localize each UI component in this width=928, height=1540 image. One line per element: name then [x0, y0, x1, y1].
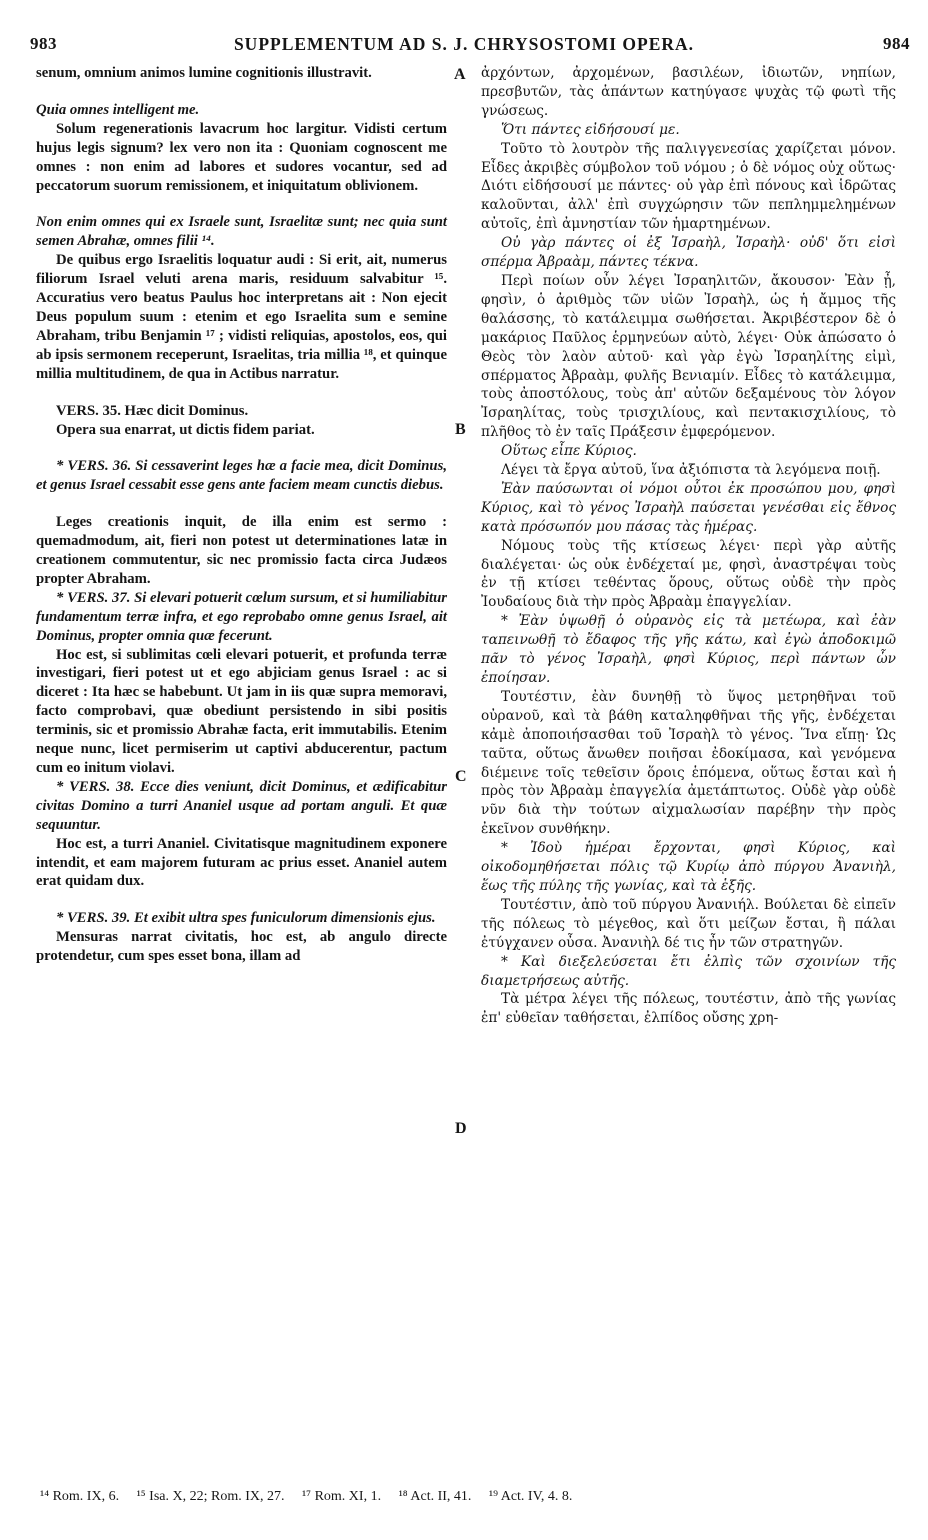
latin-paragraph: senum, omnium animos lumine cognitionis illustravit. [36, 65, 372, 81]
greek-column [481, 64, 896, 1028]
latin-paragraph: Opera sua enarrat, ut dictis fidem pariat. [56, 421, 315, 438]
greek-paragraph: Τουτέστιν, ἀπὸ τοῦ πύργου Ἀνανιήλ. Βούλεται δὲ εἰπεῖν τῆς πόλεως τὸ μέγεθος, καὶ ὅτι μείζων ἔσται, ἢ πάλαι ἐτύγχανεν οὖσα. Ἀνανιὴλ δέ τις ἦν τῶν στρατηγῶν. [481, 896, 896, 951]
greek-verse-lemma: * Ἐὰν ὑψωθῇ ὁ οὐρανὸς εἰς τὰ μετέωρα, καὶ ἐὰν ταπεινωθῇ τὸ ἔδαφος τῆς γῆς κάτω, καὶ ἐγὼ ἀποδοκιμῶ πᾶν τὸ γένος Ἰσραὴλ, φησὶ Κύριος, περὶ πάντων ὧν ἐποίησαν. [481, 613, 896, 686]
footnote: ¹⁷ Rom. XI, 1. [301, 1489, 382, 1504]
greek-paragraph: Τὰ μέτρα λέγει τῆς πόλεως, τουτέστιν, ἀπὸ τῆς γωνίας ἐπ' εὐθεῖαν ταθήσεται, ἐλπίδος οὔσης χρη- [481, 991, 896, 1027]
latin-verse-lemma: * VERS. 38. Ecce dies veniunt, dicit Dominus, et ædificabitur civitas Domino a turri Ananiel usque ad portam anguli. Et quæ sequuntur. [36, 778, 447, 833]
footnote: ¹⁴ Rom. IX, 6. [40, 1489, 120, 1504]
page-number-right: 984 [883, 34, 910, 53]
greek-paragraph: Λέγει τὰ ἔργα αὐτοῦ, ἵνα ἀξιόπιστα τὰ λεγόμενα ποιῇ. [501, 462, 881, 479]
greek-paragraph: Τουτέστιν, ἐὰν δυνηθῇ τὸ ὕψος μετρηθῆναι τοῦ οὐρανοῦ, καὶ τὰ βάθη καταληφθῆναι τῆς γῆς, ἐνδέχεται κἀμὲ ἀποποιήσασθαι τοῦ Ἰσραὴλ τὸ γένος. Ἵνα εἴπῃ· Ὡς ταῦτα, οὕτως ἄνωθεν ποιῆσαι ἐδοκίμασα, καὶ γενόμενα διέμεινε τοῖς τεθεῖσιν ὅροις ἑπόμενα, οὕτως ἔσται καὶ ἡ πρὸς τὸν Ἀβραὰμ ἐπαγγελία ἀμετάπτωτος. Οὐδὲ γὰρ οὐδὲ νῦν διὰ τὴν τούτων αἰχμαλωσίαν παρέβην τὴν πρὸς ἐκεῖνον συνθήκην. [481, 688, 896, 838]
greek-verse-lemma: Οὐ γὰρ πάντες οἱ ἐξ Ἰσραὴλ, Ἰσραὴλ· οὐδ' ὅτι εἰσὶ σπέρμα Ἀβραὰμ, πάντες τέκνα. [481, 235, 896, 271]
latin-paragraph: Leges creationis inquit, de illa enim est sermo : quemadmodum, ait, fieri non potest ut determinationes latæ in creationem commutentur, sic nec promissio facta circa Judæos propter Abraham. [36, 514, 447, 587]
latin-paragraph: Mensuras narrat civitatis, hoc est, ab angulo directe protendetur, cum spes esset bona, illam ad [36, 929, 447, 965]
running-title: SUPPLEMENTUM AD S. J. CHRYSOSTOMI OPERA. [233, 34, 695, 54]
latin-verse-lemma: Quia omnes intelligent me. [36, 101, 200, 118]
latin-verse-lemma: * VERS. 39. Et exibit ultra spes funiculorum dimensionis ejus. [56, 910, 436, 927]
greek-paragraph: Νόμους τοὺς τῆς κτίσεως λέγει· περὶ γὰρ αὐτῆς διαλέγεται· ὡς οὐκ ἐνδέχεταί με, φησὶ, ἀναστρέψαι τοὺς ἐν τῇ κτίσει τεθέντας ὅρους, οὕτως οὐδὲ τὴν πρὸς Ἰουδαίους διὰ τὴν πρὸς Ἀβραὰμ ἐπαγγελίαν. [481, 537, 896, 611]
greek-verse-lemma: Ἐὰν παύσωνται οἱ νόμοι οὗτοι ἐκ προσώπου μου, φησὶ Κύριος, καὶ τὸ γένος Ἰσραὴλ παύσεται γενέσθαι εἰς ἔθνος κατὰ πρόσωπόν μου πάσας τὰς ἡμέρας. [481, 480, 896, 535]
margin-marker-a: A [454, 66, 466, 83]
latin-paragraph: De quibus ergo Israelitis loquatur audi : Si erit, ait, numerus filiorum Israel veluti arena maris, residuum salvabitur ¹⁵. Accuratius vero beatus Paulus hoc interpretans ait : Non ejecit Deus populum suum : etenim et ego Israelita sum e semine Abraham, tribu Benjamin ¹⁷ ; vidisti reliquias, apostolos, eos, qui ab ipsis sermonem receperunt, Israelitas, tria millia ¹⁸, et quinque millia multitudinem, de qua in Actibus narratur. [36, 252, 447, 382]
greek-paragraph: Τοῦτο τὸ λουτρὸν τῆς παλιγγενεσίας χαρίζεται μόνον. Εἶδες ἀκριβὲς σύμβολον τοῦ νόμου ; ὁ δὲ νόμος οὐχ οὕτως· Διότι εἰδήσουσί με πάντες· οὐ γὰρ ἐπὶ πόνους καὶ ἱδρῶτας καλοῦνται, ἀλλ' ἐπὶ συγχώρησιν τῶν πεπλημμελημένων αὐτοῖς, ἐπὶ ἀμνηστίαν τῶν ἡμαρτημένων. [481, 140, 896, 233]
latin-column [36, 64, 447, 966]
latin-verse-lemma: Non enim omnes qui ex Israele sunt, Israelitæ sunt; nec quia sunt semen Abrahæ, omnes filii ¹⁴. [36, 214, 447, 250]
latin-verse-lemma: * VERS. 37. Si elevari potuerit cœlum sursum, et si humiliabitur fundamentum terræ infra, et ego reprobabo omne genus Israel, ait Dominus, propter omnia quæ fecerunt. [36, 589, 447, 644]
footnote: ¹⁵ Isa. X, 22; Rom. IX, 27. [136, 1489, 285, 1504]
latin-paragraph: Solum regenerationis lavacrum hoc largitur. Vidisti certum hujus legis signum? lex vero non ita : Quoniam cognoscent me omnes : non enim ad labores et sudores vocantur, sed ad peccatorum suorum remissionem, et iniquitatum oblivionem. [36, 120, 447, 194]
greek-paragraph: Περὶ ποίων οὖν λέγει Ἰσραηλιτῶν, ἄκουσον· Ἐὰν ᾖ, φησὶν, ὁ ἀριθμὸς τῶν υἱῶν Ἰσραὴλ, ὡς ἡ ἄμμος τῆς θαλάσσης, τὸ κατάλειμμα σωθήσεται. Ἀκριβέστερον δὲ ὁ μακάριος Παῦλος ἑρμηνεύων αὐτὸ, λέγει· Οὐκ ἀπώσατο ὁ Θεὸς τὸν λαὸν αὐτοῦ· καὶ γὰρ ἐγὼ Ἰσραηλίτης εἰμὶ, σπέρματος Ἀβραὰμ, φυλῆς Βενιαμίν. Εἶδες τὸ κατάλειμμα, τοὺς ἀποστόλους, τοὺς ἀπ' αὐτῶν δεξαμένους τὸν λόγον Ἰσραηλίτας, τοὺς τρισχιλίους, καὶ πεντακισχιλίους, τὸ πλῆθος τὸ ἐν ταῖς Πράξεσιν ἐμφερόμενον. [481, 272, 896, 441]
latin-paragraph: Hoc est, a turri Ananiel. Civitatisque magnitudinem exponere intendit, et eam majorem futuram ac prius esset. Ananiel autem erat quidam dux. [36, 835, 447, 890]
greek-verse-lemma: Οὕτως εἶπε Κύριος. [501, 443, 637, 460]
footnote: ¹⁹ Act. IV, 4. 8. [488, 1489, 573, 1504]
greek-verse-lemma: * Ἰδοὺ ἡμέραι ἔρχονται, φησὶ Κύριος, καὶ οἰκοδομηθήσεται πόλις τῷ Κυρίῳ ἀπὸ πύργου Ἀνανιὴλ, ἕως τῆς πύλης τῆς γωνίας, καὶ τὰ ἑξῆς. [481, 840, 896, 894]
latin-verse-lemma: * VERS. 36. Si cessaverint leges hæ a facie mea, dicit Dominus, et genus Israel cessabit esse gens ante faciem meam cunctis diebus. [36, 458, 447, 494]
greek-verse-lemma: * Καὶ διεξελεύσεται ἔτι ἐλπὶς τῶν σχοινίων τῆς διαμετρήσεως αὐτῆς. [481, 953, 896, 989]
margin-marker-b: B [455, 421, 466, 438]
page-number-left: 983 [30, 34, 57, 53]
greek-verse-lemma: Ὅτι πάντες εἰδήσουσί με. [501, 121, 680, 138]
footnotes [40, 1489, 586, 1505]
latin-paragraph: Hoc est, si sublimitas cœli elevari potuerit, et profunda terræ investigari, fieri potest ut et ego abjiciam genus Israel : ac si diceret : Ita hæc se habebunt. Ut jam in iis quæ supra memoravi, facto comprobavi, quæ obediunt persistendo in sibi positis terminis, sic et promissio Abrahæ facta, erit immutabilis. Etenim neque nunc, licet permiserim ut captivi abducerentur, pactum cum eo initum violavi. [36, 646, 447, 776]
footnote: ¹⁸ Act. II, 41. [398, 1489, 472, 1504]
latin-verse-lemma: VERS. 35. Hæc dicit Dominus. [56, 402, 249, 419]
greek-paragraph: ἀρχόντων, ἀρχομένων, βασιλέων, ἰδιωτῶν, νηπίων, πρεσβυτῶν, τὰς ἁπάντων κατηύγασε ψυχὰς τῷ φωτὶ τῆς γνώσεως. [481, 65, 896, 119]
margin-marker-c: C [455, 768, 467, 785]
margin-marker-d: D [455, 1120, 467, 1137]
